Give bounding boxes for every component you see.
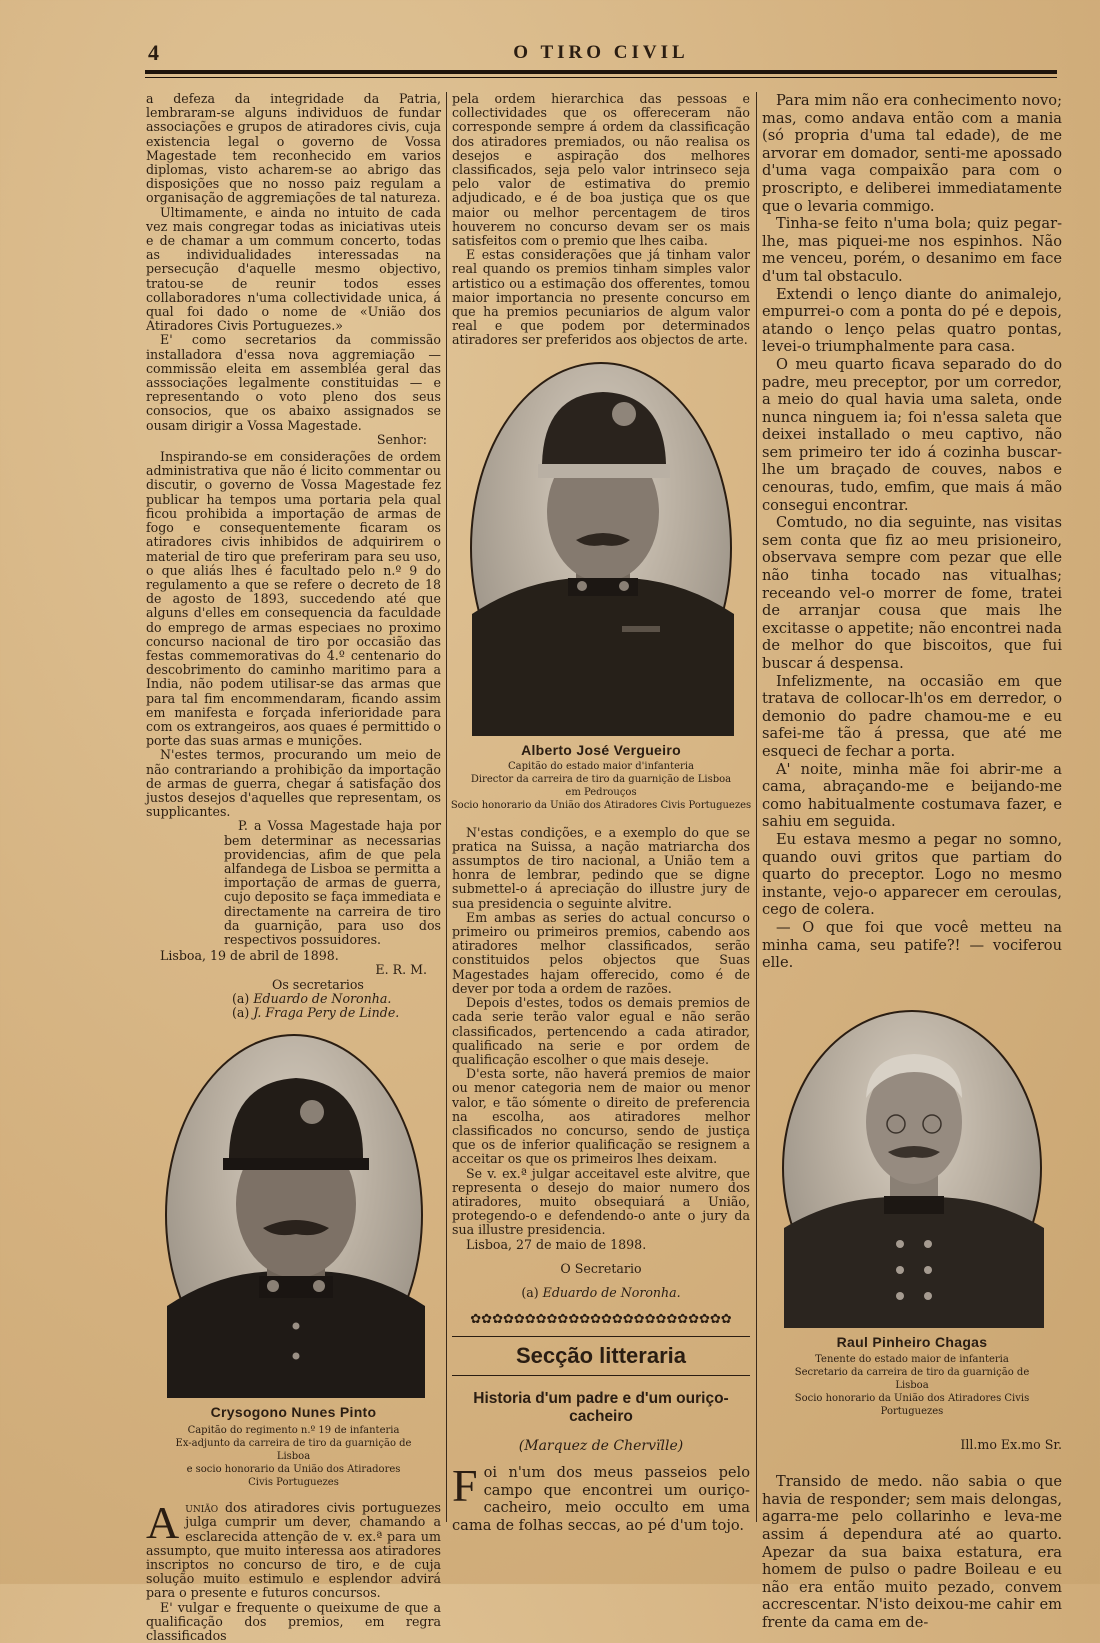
portrait-name: Raul Pinheiro Chagas	[836, 1333, 988, 1350]
portrait-name: Alberto José Vergueiro	[521, 741, 681, 758]
paragraph-text: oi n'um dos meus passeios pelo campo que encontrei um ouriço-cacheiro, meio occulto em uma cama de folhas seccas, ao pé d'um tojo.	[452, 1464, 750, 1534]
ornamental-divider: ✿✿✿✿✿✿✿✿✿✿✿✿✿✿✿✿✿✿✿✿✿✿✿✿	[470, 1312, 732, 1328]
address-line: Ill.mo Ex.mo Sr.	[960, 1436, 1062, 1452]
portrait-caption-line: Civis Portuguezes	[248, 1477, 339, 1489]
signature-name: Eduardo de Noronha.	[542, 1284, 681, 1300]
header-rule-thick	[145, 70, 1057, 74]
paragraph: D'esta sorte, não haverá premios de maior ou menor categoria nem de maior ou menor valor, e tão sómente o direito de preferencia na escolha, aos atiradores melhor classificados no concurso, sendo de justiça que os de inferior qualificação se resignem a acceitar os que os primeiros lhes deixam.	[452, 1066, 750, 1167]
closing-initials: E. R. M.	[375, 962, 427, 978]
petition-paragraph: P. a Vossa Magestade haja por bem determinar as necessarias providencias, afim de que pela alfandega de Lisboa se permitta a importação de armas de guerra, cujo deposito se faça immediata e directamente na carreira de tiro da guarnição, para uso dos respectivos possuidores.	[224, 818, 441, 947]
paragraph: a defeza da integridade da Patria, lembraram-se alguns individuos de fundar associações e grupos de atiradores civis, cuja existencia legal o governo de Vossa Magestade tem reconhecido em varios diplomas, visto acharem-se ao abrigo das disposições que no nosso paiz regulam a organisação de aggremiações de tal natureza.	[146, 91, 441, 206]
page-number: 4	[148, 40, 159, 65]
portrait-photo	[782, 1010, 1042, 1326]
officer-photo-illustration	[784, 1012, 1044, 1328]
paragraph: pela ordem hierarchica das pessoas e collectividades que os offereceram não corresponde sempre á ordem da classificação dos atiradores premiados, ou não realisa os desejos e aspiração dos melhores classificados, seja pelo valor intrinseco seja pelo valor de estimativa do premio adjudicado, e é de boa justiça que os que maior ou melhor percentagem de tiros houverem no concurso devam ser os mais satisfeitos com o premio que lhes caiba.	[452, 91, 750, 249]
header-rule-thin	[145, 77, 1057, 78]
date-line: Lisboa, 27 de maio de 1898.	[466, 1236, 647, 1252]
story-title: Historia d'um padre e d'um ouriço-cacheiro	[473, 1390, 729, 1426]
signature-line	[232, 992, 441, 1006]
paragraph: Transido de medo. não sabia o que havia de responder; sem mais delongas, agarra-me pelo collarinho e leva-me assim á dependura até ao quarto. Apezar da sua baixa estatura, era homem de pulso o padre Boileau e eu não era então muito pezado, convem accrescentar. N'isto deixou-me cahir em frente da cama em de-	[762, 1473, 1062, 1632]
paragraph: — O que foi que você metteu na minha cama, seu patife?! — vociferou elle.	[762, 918, 1062, 972]
signature-name: J. Fraga Pery de Linde.	[253, 1005, 400, 1020]
date-line: Lisboa, 19 de abril de 1898.	[160, 948, 339, 964]
paragraph: N'estes termos, procurando um meio de não contrariando a prohibição da importação de armas de guerra, chegar á satisfação dos justos desejos d'aquelles que representam, os supplicantes.	[146, 747, 441, 820]
column-divider	[756, 92, 757, 1522]
story-author: (Marquez de Chervïlle)	[518, 1438, 684, 1455]
paragraph: Infelizmente, na occasião em que tratava de collocar-lh'os em derredor, o demonio do padre chamou-me e eu safei-me tão á pressa, que até me esqueci de fechar a porta.	[762, 672, 1062, 760]
column-2	[452, 92, 750, 1535]
paragraph: Ultimamente, e ainda no intuito de cada vez mais congregar todas as iniciativas uteis e de chamar a um commum concerto, todas as individualidades interessadas na persecução d'aquelle mesmo objectivo, tratou-se de reunir todos esses collaboradores n'uma collectividade unica, á qual foi dado o nome de «União dos Atiradores Civis Portuguezes.»	[146, 204, 441, 334]
paragraph: Se v. ex.ª julgar acceitavel este alvitre, que representa o desejo do maior numero dos atiradores, muito obsequiará a União, protegendo-o e defendendo-o ante o jury da sua illustre presidencia.	[452, 1165, 750, 1238]
portrait-photo	[165, 1034, 423, 1396]
small-caps-word: união	[185, 1500, 219, 1516]
paragraph: Depois d'estes, todos os demais premios de cada serie terão valor egual e não serão classificados, pertencendo a cada atirador, qualificado na serie e por ordem de qualificação escolher o que mais deseje.	[452, 995, 750, 1067]
paragraph: Comtudo, no dia seguinte, nas visitas sem conta que fiz ao meu prisioneiro, observava sempre com pezar que elle não tinha tocado nas vitualhas; receando vel-o morrer de fome, tratei de arranjar cousa que mais lhe excitasse o appetite; não encontrei nada de melhor do que biscoitos, que fui buscar á despensa.	[762, 514, 1062, 672]
signature-prefix: (a)	[232, 1005, 250, 1020]
column-divider	[446, 92, 447, 1522]
paragraph: O meu quarto ficava separado do do padre, meu preceptor, por um corredor, a meio do qual havia uma saleta, onde nunca ninguem ia; foi n'essa saleta que deixei installado o meu captivo, não sem primeiro ter ido á cozinha buscar-lhe um braçado de couves, nabos e cenouras, tudo, emfim, que mais á mão consegui encontrar.	[762, 355, 1062, 514]
portrait-caption-line: e socio honorario da União dos Atiradores	[186, 1464, 401, 1476]
paragraph: Em ambas as series do actual concurso o primeiro ou primeiros premios, cabendo aos atiradores melhor classificados, serão constituidos pelos objectos que Suas Magestades hajam offerecido, como é de dever por toda a ordem de razões.	[452, 909, 750, 996]
secretary-label: O Secretario	[560, 1260, 642, 1276]
page-header	[145, 40, 1057, 65]
paragraph	[146, 1497, 441, 1601]
signature-prefix: (a)	[232, 990, 250, 1006]
paragraph: Extendi o lenço diante do animalejo, empurrei-o com a ponta do pé e depois, atando o lenço pelas quatro pontas, levei-o triumphalmente para casa.	[762, 285, 1062, 356]
section-title: Secção litteraria	[516, 1343, 686, 1369]
drop-cap: F	[452, 1460, 478, 1512]
paragraph: A' noite, minha mãe foi abrir-me a cama, abraçando-me e beijando-me como habitualmente costumava fazer, e sahiu em seguida.	[762, 760, 1062, 831]
portrait-caption-line: Capitão do estado maior d'infanteria	[507, 760, 694, 772]
signature-name: Eduardo de Noronha.	[253, 990, 392, 1006]
salutation: Senhor:	[376, 431, 427, 447]
paragraph: E estas considerações que já tinham valor real quando os premios tinham simples valor artistico ou a estimação dos offerentes, tomou maior importancia no presente concurso em que ha premios pecuniarios de algum valor real e que podem por determinados atiradores ser preferidos aos objectos de arte.	[452, 247, 750, 348]
newspaper-title: O TIRO CIVIL	[513, 42, 689, 63]
paragraph	[452, 1460, 750, 1534]
portrait-name: Crysogono Nunes Pinto	[210, 1404, 377, 1421]
portrait-caption-line: Secretario da carreira de tiro da guarnição de Lisboa	[794, 1366, 1030, 1391]
signature-line	[232, 1006, 441, 1020]
portrait-caption-line: Capitão do regimento n.º 19 de infanteria	[187, 1425, 400, 1437]
paragraph: N'estas condições, e a exemplo do que se pratica na Suissa, a nação matriarcha dos assumptos de tiro nacional, a União tem a honra de lembrar, pedindo que se digne submettel-o á apreciação do illustre jury de sua presidencia o seguinte alvitre.	[452, 824, 750, 911]
portrait-caption-line: Socio honorario da União dos Atiradores Civis Portuguezes	[794, 1392, 1030, 1417]
column-3	[762, 92, 1062, 1632]
paragraph: E' como secretarios da commissão installadora d'essa nova aggremiação — commissão eleita em assembléa geral das asssociações legalmente constituidas — e representando o voto pleno dos seus consocios, que os abaixo assignados se ousam dirigir a Vossa Magestade.	[146, 332, 441, 433]
column-1	[146, 92, 441, 1643]
portrait-nunes-pinto	[165, 1034, 423, 1489]
portrait-pinheiro-chagas	[782, 1010, 1042, 1418]
signature-prefix: (a)	[521, 1284, 539, 1300]
portrait-caption-line: Tenente do estado maior de infanteria	[815, 1353, 1009, 1365]
signature-line	[452, 1286, 750, 1300]
secretaries-label: Os secretarios	[272, 976, 364, 992]
paragraph: Para mim não era conhecimento novo; mas, como andava então com a mania (só propria d'uma tal edade), de me arvorar em domador, senti-me apossado d'uma vaga compaixão para com o proscripto, e deliberei immediatamente que o levaria commigo.	[762, 92, 1062, 215]
officer-photo-illustration	[472, 364, 734, 736]
drop-cap: A	[146, 1497, 180, 1549]
divider-rule	[452, 1336, 750, 1337]
portrait-caption-line: Socio honorario da União dos Atiradores Civis Portuguezes	[450, 799, 752, 811]
portrait-photo	[470, 362, 732, 734]
divider-rule	[452, 1375, 750, 1376]
portrait-vergueiro	[450, 362, 752, 812]
portrait-caption-line: em Pedrouços	[565, 786, 637, 798]
portrait-caption-line: Ex-adjunto da carreira de tiro da guarnição de Lisboa	[175, 1438, 412, 1463]
paragraph: E' vulgar e frequente o queixume de que a qualificação dos premios, em regra classificados	[146, 1599, 441, 1643]
officer-photo-illustration	[167, 1036, 425, 1398]
paragraph: Eu estava mesmo a pegar no somno, quando ouvi gritos que partiam do quarto do preceptor. Logo no mesmo instante, vejo-o apparecer em ceroulas, cego de colera.	[762, 830, 1062, 919]
portrait-caption-line: Director da carreira de tiro da guarnição de Lisboa	[470, 773, 732, 785]
paragraph: Tinha-se feito n'uma bola; quiz pegar-lhe, mas piquei-me nos espinhos. Não me venceu, porém, o desanimo em face d'um tal obstaculo.	[762, 215, 1062, 285]
paragraph: Inspirando-se em considerações de ordem administrativa que não é licito commentar ou discutir, o governo de Vossa Magestade fez publicar ha tempos uma portaria pela qual ficou prohibida a importação de armas de fogo e consequentemente ficaram os atiradores civis inhibidos de adquirirem o material de tiro que preferiram para seu uso, o que aliás lhes é facultado pelo n.º 9 do regulamento a que se refere o decreto de 18 de agosto de 1893, succedendo até que alguns d'elles em consequencia da faculdade do emprego de armas especiaes no proximo concurso nacional de tiro por occasião das festas commemorativas do 4.º centenario do descobrimento do caminho maritimo para a India, não podem utilisar-se das armas que para tal fim encommendaram, ficando assim em manifesta e forçada inferioridade para com os extrangeiros, aos quaes é permittido o porte das suas armas e munições.	[146, 449, 441, 749]
paragraph-text: dos atiradores civis portuguezes julga cumprir um dever, chamando a esclarecida attenção de v. ex.ª para um assumpto, que muito interessa aos atiradores inscriptos no concurso de tiro, e de cuja solução muito estimulo e esplendor advirá para o presente e futuros concursos.	[146, 1500, 441, 1601]
